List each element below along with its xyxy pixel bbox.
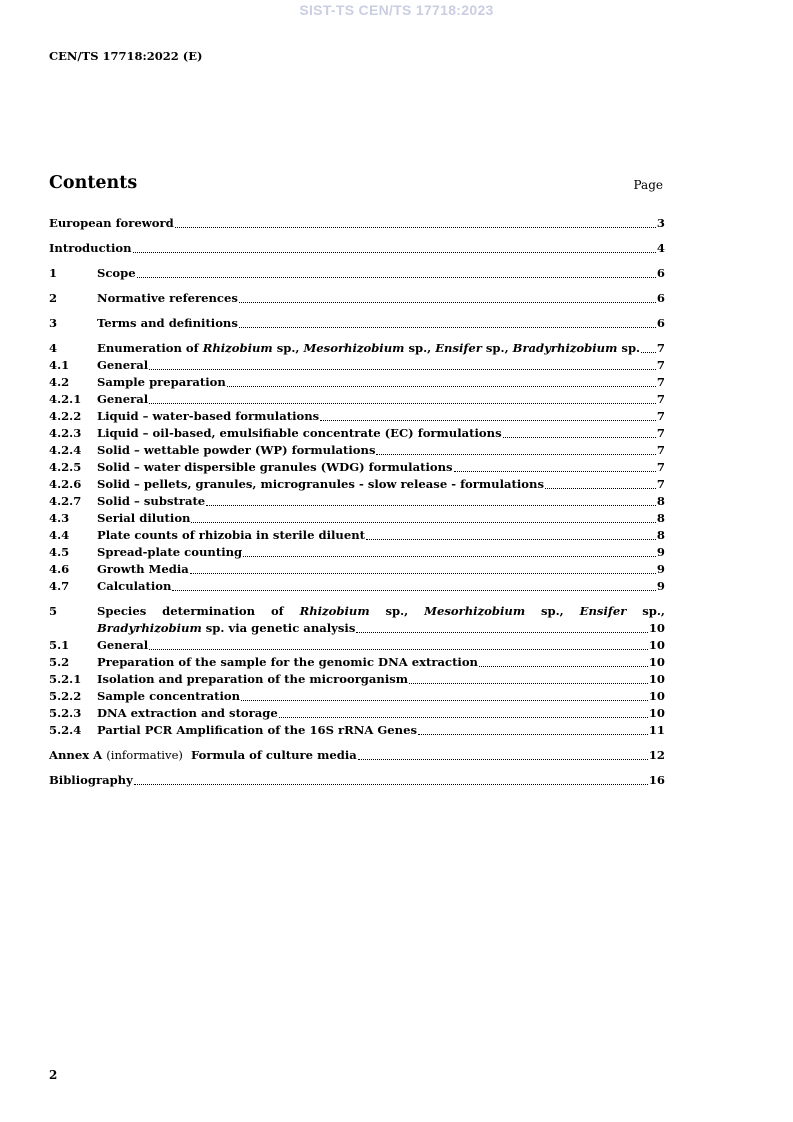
dot-leader bbox=[479, 666, 648, 667]
toc-page: 7 bbox=[656, 392, 665, 406]
toc-entry-2[interactable] bbox=[49, 290, 665, 307]
toc-page: 8 bbox=[656, 511, 665, 525]
toc-entry-5-2-4[interactable] bbox=[49, 722, 665, 739]
toc-title: European foreword bbox=[49, 216, 174, 230]
dot-leader bbox=[227, 386, 656, 387]
toc-number: 1 bbox=[49, 266, 58, 280]
toc-number: 5.1 bbox=[49, 638, 70, 652]
dot-leader bbox=[191, 522, 655, 523]
toc-title: Introduction bbox=[49, 241, 132, 255]
toc-page: 10 bbox=[648, 672, 665, 686]
toc-title: Preparation of the sample for the genomic DNA extraction bbox=[97, 655, 478, 669]
toc-page: 16 bbox=[648, 773, 665, 787]
toc-entry-4-1[interactable] bbox=[49, 357, 665, 374]
toc-number: 3 bbox=[49, 316, 58, 330]
table-of-contents bbox=[49, 215, 665, 789]
toc-number: 4.2.5 bbox=[49, 460, 82, 474]
dot-leader bbox=[376, 454, 655, 455]
toc-title: Serial dilution bbox=[97, 511, 191, 525]
toc-entry-4-7[interactable] bbox=[49, 578, 665, 595]
dot-leader bbox=[358, 759, 648, 760]
toc-title: General bbox=[97, 392, 149, 406]
dot-leader bbox=[241, 700, 648, 701]
toc-entry-4[interactable] bbox=[49, 340, 665, 357]
dot-leader bbox=[133, 252, 656, 253]
toc-entry-5-continued[interactable] bbox=[49, 620, 665, 637]
toc-entry-4-2-2[interactable] bbox=[49, 408, 665, 425]
document-id: CEN/TS 17718:2022 (E) bbox=[49, 49, 203, 63]
dot-leader bbox=[641, 352, 656, 353]
toc-number: 2 bbox=[49, 291, 58, 305]
toc-entry-4-2-3[interactable] bbox=[49, 425, 665, 442]
toc-title: General bbox=[97, 358, 149, 372]
toc-title: Bibliography bbox=[49, 773, 133, 787]
toc-number: 5.2.2 bbox=[49, 689, 82, 703]
toc-entry-1[interactable] bbox=[49, 265, 665, 282]
toc-number: 4 bbox=[49, 341, 58, 355]
toc-page: 10 bbox=[648, 621, 665, 635]
dot-leader bbox=[503, 437, 656, 438]
toc-number: 4.2.7 bbox=[49, 494, 82, 508]
dot-leader bbox=[279, 717, 648, 718]
toc-page: 9 bbox=[656, 545, 665, 559]
dot-leader bbox=[172, 590, 655, 591]
toc-entry-4-2-1[interactable] bbox=[49, 391, 665, 408]
toc-number: 4.2.4 bbox=[49, 443, 82, 457]
toc-entry-european-foreword[interactable] bbox=[49, 215, 665, 232]
toc-entry-5-2[interactable] bbox=[49, 654, 665, 671]
toc-title: Solid – pellets, granules, microgranules - slow release - formulations bbox=[97, 477, 544, 491]
toc-number: 4.2.6 bbox=[49, 477, 82, 491]
toc-title: Sample preparation bbox=[97, 375, 226, 389]
toc-entry-4-2[interactable] bbox=[49, 374, 665, 391]
toc-number: 4.2.1 bbox=[49, 392, 82, 406]
dot-leader bbox=[320, 420, 656, 421]
dot-leader bbox=[149, 649, 648, 650]
toc-entry-5-2-1[interactable] bbox=[49, 671, 665, 688]
page-number: 2 bbox=[49, 1068, 58, 1082]
toc-title: Annex A (informative) Formula of culture media bbox=[49, 748, 357, 762]
toc-entry-5-1[interactable] bbox=[49, 637, 665, 654]
toc-page: 9 bbox=[656, 579, 665, 593]
toc-number: 5.2 bbox=[49, 655, 70, 669]
toc-entry-introduction[interactable] bbox=[49, 240, 665, 257]
toc-entry-annex-a[interactable] bbox=[49, 747, 665, 764]
toc-entry-4-2-7[interactable] bbox=[49, 493, 665, 510]
toc-number: 5 bbox=[49, 604, 58, 618]
toc-entry-4-2-4[interactable] bbox=[49, 442, 665, 459]
toc-number: 5.2.4 bbox=[49, 723, 82, 737]
toc-entry-4-2-5[interactable] bbox=[49, 459, 665, 476]
dot-leader bbox=[545, 488, 656, 489]
dot-leader bbox=[190, 573, 656, 574]
toc-number: 4.6 bbox=[49, 562, 70, 576]
dot-leader bbox=[356, 632, 647, 633]
dot-leader bbox=[134, 784, 648, 785]
dot-leader bbox=[206, 505, 656, 506]
toc-page: 8 bbox=[656, 528, 665, 542]
contents-heading: Contents bbox=[49, 173, 138, 193]
toc-title: Solid – substrate bbox=[97, 494, 206, 508]
toc-title-line-1: Species determination of Rhizobium sp., Mesorhizobium sp., Ensifer sp., bbox=[97, 604, 665, 618]
toc-page: 10 bbox=[648, 655, 665, 669]
toc-number: 4.5 bbox=[49, 545, 70, 559]
toc-entry-5-2-2[interactable] bbox=[49, 688, 665, 705]
toc-number: 4.2.2 bbox=[49, 409, 82, 423]
toc-number: 4.1 bbox=[49, 358, 70, 372]
toc-title: Terms and definitions bbox=[97, 316, 238, 330]
toc-number: 4.7 bbox=[49, 579, 70, 593]
toc-number: 4.2.3 bbox=[49, 426, 82, 440]
toc-title: Normative references bbox=[97, 291, 238, 305]
dot-leader bbox=[418, 734, 648, 735]
toc-entry-5[interactable] bbox=[49, 603, 665, 620]
toc-page: 7 bbox=[656, 341, 665, 355]
toc-title: Isolation and preparation of the microorganism bbox=[97, 672, 409, 686]
toc-page: 6 bbox=[656, 291, 665, 305]
dot-leader bbox=[137, 277, 656, 278]
dot-leader bbox=[149, 403, 656, 404]
toc-entry-4-5[interactable] bbox=[49, 544, 665, 561]
toc-title: Spread-plate counting bbox=[97, 545, 243, 559]
dot-leader bbox=[149, 369, 656, 370]
toc-title: Solid – wettable powder (WP) formulations bbox=[97, 443, 376, 457]
toc-title: DNA extraction and storage bbox=[97, 706, 278, 720]
toc-page: 7 bbox=[656, 375, 665, 389]
toc-page: 7 bbox=[656, 460, 665, 474]
toc-title: Calculation bbox=[97, 579, 172, 593]
toc-title: Liquid – oil-based, emulsifiable concentrate (EC) formulations bbox=[97, 426, 502, 440]
toc-page: 12 bbox=[648, 748, 665, 762]
dot-leader bbox=[239, 327, 656, 328]
toc-title: Scope bbox=[97, 266, 136, 280]
toc-page: 7 bbox=[656, 443, 665, 457]
toc-entry-4-3[interactable] bbox=[49, 510, 665, 527]
toc-entry-bibliography[interactable] bbox=[49, 772, 665, 789]
dot-leader bbox=[366, 539, 656, 540]
toc-title: Liquid – water-based formulations bbox=[97, 409, 320, 423]
toc-number: 4.4 bbox=[49, 528, 70, 542]
toc-page: 11 bbox=[648, 723, 665, 737]
toc-page: 10 bbox=[648, 638, 665, 652]
dot-leader bbox=[409, 683, 648, 684]
toc-page: 8 bbox=[656, 494, 665, 508]
toc-title: Enumeration of Rhizobium sp., Mesorhizobium sp., Ensifer sp., Bradyrhizobium sp. bbox=[97, 341, 641, 355]
dot-leader bbox=[239, 302, 656, 303]
toc-title-line-2: Bradyrhizobium sp. via genetic analysis bbox=[97, 621, 356, 635]
toc-page: 7 bbox=[656, 477, 665, 491]
toc-number: 5.2.3 bbox=[49, 706, 82, 720]
toc-entry-4-6[interactable] bbox=[49, 561, 665, 578]
toc-page: 4 bbox=[656, 241, 665, 255]
toc-entry-5-2-3[interactable] bbox=[49, 705, 665, 722]
toc-entry-4-4[interactable] bbox=[49, 527, 665, 544]
toc-number: 4.3 bbox=[49, 511, 70, 525]
toc-page: 7 bbox=[656, 409, 665, 423]
toc-entry-4-2-6[interactable] bbox=[49, 476, 665, 493]
toc-title: General bbox=[97, 638, 149, 652]
toc-page: 6 bbox=[656, 316, 665, 330]
toc-title: Solid – water dispersible granules (WDG) formulations bbox=[97, 460, 453, 474]
toc-title: Partial PCR Amplification of the 16S rRNA Genes bbox=[97, 723, 417, 737]
toc-number: 4.2 bbox=[49, 375, 70, 389]
dot-leader bbox=[454, 471, 656, 472]
toc-entry-3[interactable] bbox=[49, 315, 665, 332]
toc-page: 9 bbox=[656, 562, 665, 576]
toc-page: 6 bbox=[656, 266, 665, 280]
page-column-label: Page bbox=[633, 178, 663, 192]
toc-title: Plate counts of rhizobia in sterile diluent bbox=[97, 528, 366, 542]
toc-title: Sample concentration bbox=[97, 689, 241, 703]
toc-title: Growth Media bbox=[97, 562, 189, 576]
toc-page: 10 bbox=[648, 706, 665, 720]
dot-leader bbox=[243, 556, 656, 557]
watermark: SIST-TS CEN/TS 17718:2023 bbox=[299, 2, 494, 18]
toc-number: 5.2.1 bbox=[49, 672, 82, 686]
dot-leader bbox=[175, 227, 656, 228]
toc-page: 10 bbox=[648, 689, 665, 703]
toc-page: 7 bbox=[656, 426, 665, 440]
toc-page: 3 bbox=[656, 216, 665, 230]
toc-page: 7 bbox=[656, 358, 665, 372]
